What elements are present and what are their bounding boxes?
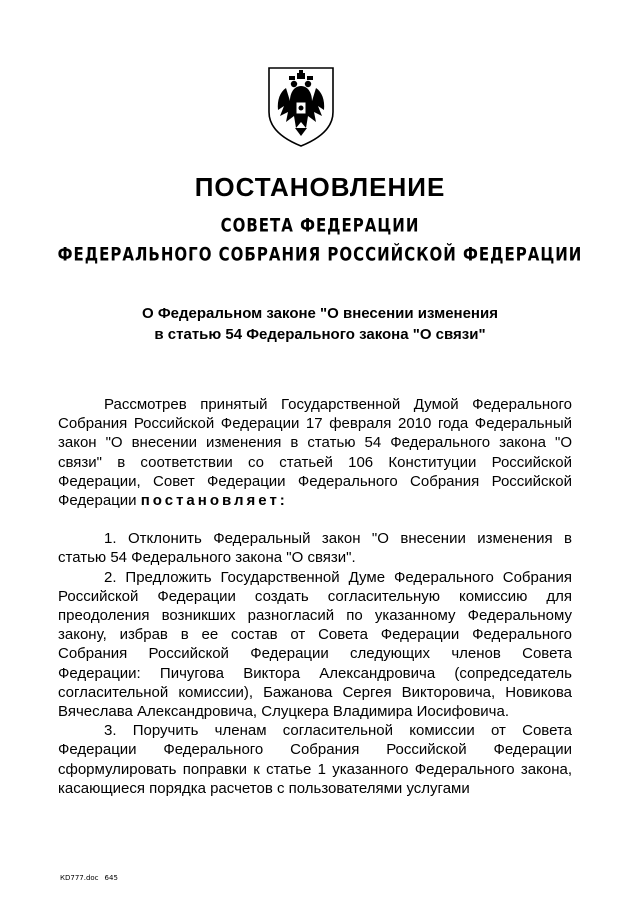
subject-line-1: О Федеральном законе "О внесении изменения — [142, 305, 498, 322]
document-body — [58, 395, 572, 798]
footer-doc-ref: КD777.doc — [60, 874, 99, 882]
footer-page-code: 645 — [104, 874, 118, 882]
coat-of-arms-icon — [266, 66, 336, 148]
clause-1: 1. Отклонить Федеральный закон "О внесении изменения в статью 54 Федерального закона "О связи". — [58, 530, 572, 567]
decree-word: постановляет: — [140, 492, 288, 510]
subject-line-2: в статью 54 Федерального закона "О связи" — [154, 326, 486, 343]
document-title: ПОСТАНОВЛЕНИЕ — [194, 172, 446, 202]
issuer-council: СОВЕТА ФЕДЕРАЦИИ — [220, 213, 420, 237]
clause-3: 3. Поручить членам согласительной комиссии от Совета Федерации Федерального Собрания Российской Федерации сформулировать поправки к статье 1 указанного Федерального закона, касающиеся порядка расчетов с пользователями услугами — [58, 722, 572, 797]
preamble-text: Рассмотрев принятый Государственной Думой Федерального Собрания Российской Федерации 17 февраля 2010 года Федеральный закон "О внесении изменения в статью 54 Федерального закона "О связи" в соответствии со статьей 106 Конституции Российской Федерации, Совет Федерации Федерального Собрания Российской Федерации — [58, 396, 572, 510]
preamble-paragraph — [58, 395, 572, 510]
clause-2: 2. Предложить Государственной Думе Федерального Собрания Российской Федерации создать согласительную комиссию для преодоления возникших разногласий по указанному Федеральному закону, избрав в ее состав от Совета Федерации Федерального Собрания Российской Федерации следующих членов Совета Федерации: Пичугова Виктора Александровича (сопредседатель согласительной комиссии), Бажанова Сергея Викторовича, Новикова Вячеслава Александровича, Слуцкера Владимира Иосифовича. — [58, 568, 572, 721]
document-subject — [80, 303, 560, 345]
issuer-assembly: ФЕДЕРАЛЬНОГО СОБРАНИЯ РОССИЙСКОЙ ФЕДЕРАЦИИ — [57, 242, 583, 266]
page-footer — [60, 874, 124, 882]
